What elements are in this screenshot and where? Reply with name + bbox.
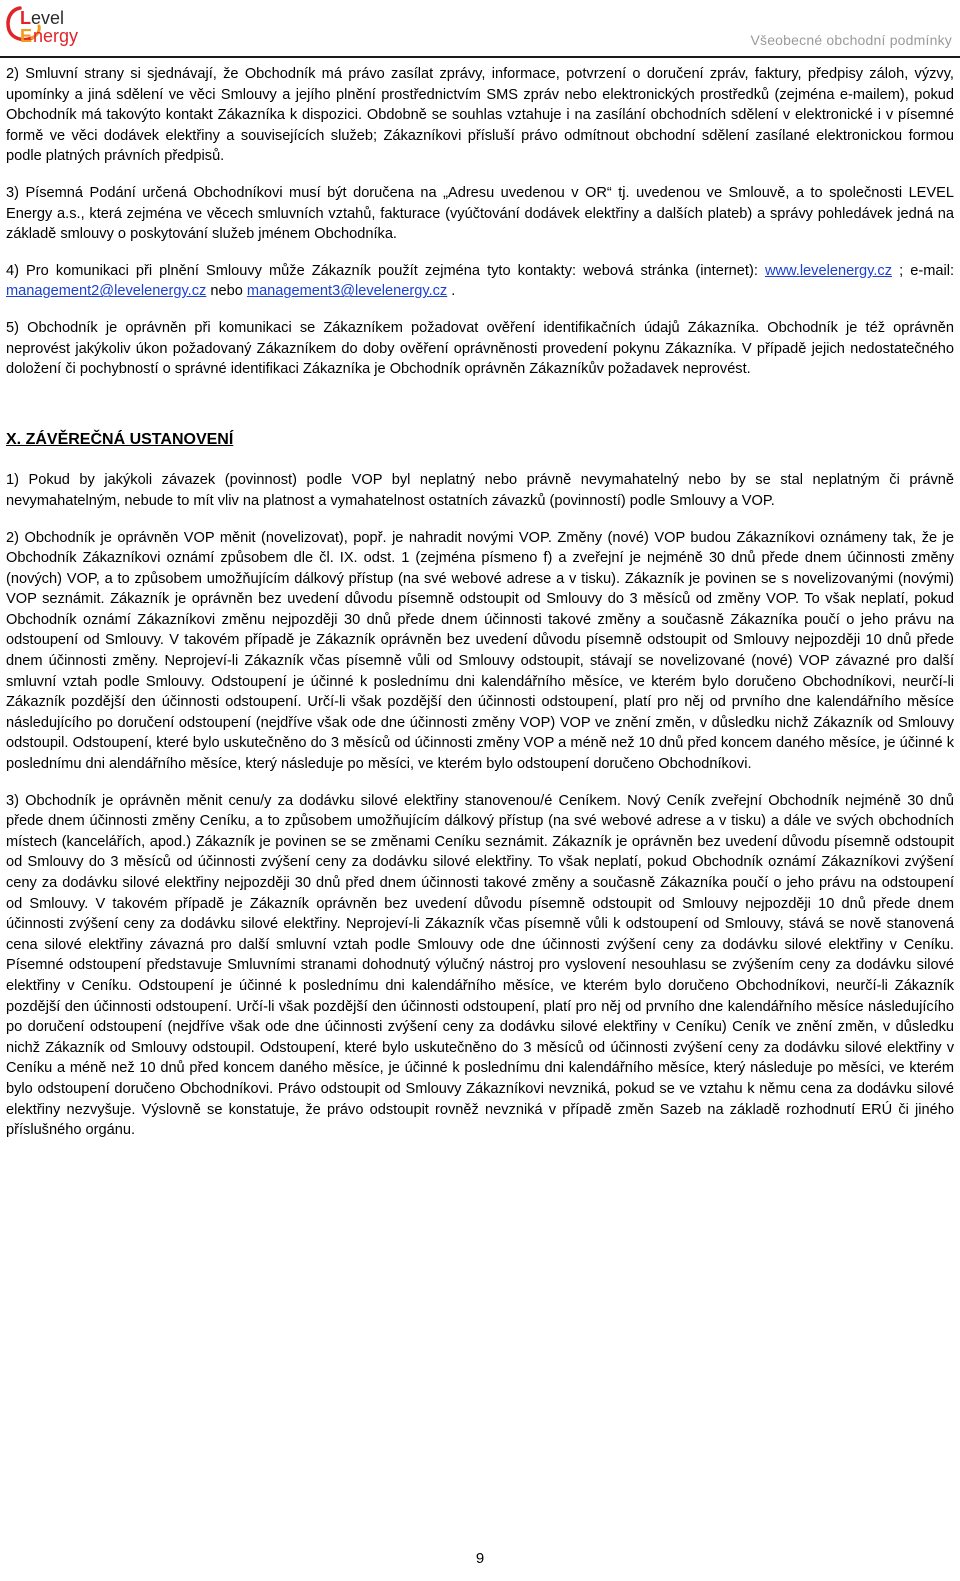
level-energy-logo [6,4,114,48]
paragraph-ix-2: 2) Smluvní strany si sjednávají, že Obchodník má právo zasílat zprávy, informace, potvrzení o doručení zpráv, faktury, předpisy záloh, výzvy, upomínky a jiná sdělení ve věci Smlouvy a jejího plnění prostřednictvím SMS zpráv nebo elektronických prostředků (zejména e-mailem), pokud Obchodník má takovýto kontakt Zákazníka k dispozici. Obdobně se souhlas vztahuje i na zasílání obchodních sdělení v elektronické i v písemné formě ve věci dodávek elektřiny a souvisejících služeb; Zákazníkovi přísluší právo odmítnout obchodní sdělení zasílané elektronickou formou podle platných právních předpisů. [6,66,954,165]
p4-prefix: 4) Pro komunikaci při plnění Smlouvy může Zákazník použít zejména tyto kontakty: webová stránka (internet): [6,262,765,279]
paragraph-ix-4 [6,261,954,302]
paragraph-x-2: 2) Obchodník je oprávněn VOP měnit (novelizovat), popř. je nahradit novými VOP. Změny (nové) VOP budou Zákazníkovi oznámeny tak, že je Obchodník Zákazníkovi oznámí způsobem dle čl. IX. odst. 1 (zejména písmeno f) a zveřejní je nejméně 30 dnů přede dnem účinnosti změny (nových) VOP, a to způsobem umožňujícím dálkový přístup (na své webové adrese a v tisku). Zákazník je povinen se s novelizovanými (novými) VOP seznámit. Zákazník je oprávněn bez uvedení důvodu písemně odstoupit od Smlouvy do 3 měsíců od změny VOP. To však neplatí, pokud Obchodník oznámí Zákazníkovi změnu nejpozději 30 dnů přede dnem účinnosti takové změny a současně Zákazníka poučí o jeho právu na odstoupení od Smlouvy. V takovém případě je Zákazník oprávněn bez uvedení důvodu písemně odstoupit od Smlouvy nejpozději 10 dnů přede dnem účinnosti změny. Neprojeví-li Zákazník včas písemně vůli od Smlouvy odstoupit, stávají se novelizované (nové) VOP závazné pro další smluvní vztah podle Smlouvy. Odstoupení je účinné k poslednímu dni kalendářního měsíce, ve kterém bylo doručeno Obchodníkovi, neurčí-li Zákazník pozdější den účinnosti odstoupení. Určí-li však pozdější den účinnosti odstoupení, platí pro něj od prvního dne kalendářního měsíce následujícího po doručení odstoupení (nejdříve však ode dne účinnosti změny VOP) VOP ve znění změn, v důsledku nichž Zákazník od Smlouvy odstoupil. Odstoupení, které bylo uskutečněno do 3 měsíců od účinnosti změny VOP a méně než 10 dnů před koncem daného měsíce, je účinné k poslednímu dni alendářního měsíce, který následuje po měsíci, ve kterém bylo odstoupení doručeno Obchodníkovi. [6,529,954,773]
p4-nebo: nebo [206,283,247,300]
paragraph-x-3: 3) Obchodník je oprávněn měnit cenu/y za dodávku silové elektřiny stanovenou/é Ceníkem. Nový Ceník zveřejní Obchodník nejméně 30 dnů přede dnem účinnosti změny Ceníku, a to způsobem umožňujícím dálkový přístup (na své webové adrese a v tisku) a dále ve svých obchodních místech (kancelářích, apod.) Zákazník je povinen se se změnami Ceníku seznámit. Zákazník je oprávněn bez uvedení důvodu písemně odstoupit od Smlouvy do 3 měsíců od účinnosti zvýšení ceny za dodávku silové elektřiny. To však neplatí, pokud Obchodník oznámí Zákazníkovi zvýšení ceny za dodávku silové elektřiny nejpozději 30 dnů před dnem účinnosti takové změny a současně Zákazníka poučí o jeho právu na odstoupení od Smlouvy. V takovém případě je Zákazník oprávněn bez uvedení důvodu písemně odstoupit od Smlouvy nejpozději 10 dnů přede dnem účinnosti zvýšení ceny za dodávku silové elektřiny. Neprojeví-li Zákazník včas písemně vůli k odstoupení od Smlouvy, stává se nově stanovená cena silové elektřiny závazná pro další smluvní vztah podle Smlouvy ode dne účinnosti zvýšení ceny za dodávku silové elektřiny v Ceníku. Písemné odstoupení představuje Smluvními stranami dohodnutý výlučný nástroj pro vyslovení nesouhlasu se zvýšením ceny za dodávku silové elektřiny v Ceníku. Odstoupení je účinné k poslednímu dni kalendářního měsíce, ve kterém bylo doručeno Obchodníkovi, neurčí-li Zákazník pozdější den účinnosti odstoupení. Určí-li však pozdější den účinnosti odstoupení, platí pro něj od prvního dne kalendářního měsíce následujícího po doručení odstoupení (nejdříve však ode dne účinnosti zvýšení ceny za dodávku silové elektřiny v Ceníku) Ceník ve znění změn, v důsledku nichž Zákazník od Smlouvy odstoupil. Odstoupení, které bylo uskutečněno do 3 měsíců od účinnosti zvýšení ceny za dodávku silové elektřiny v Ceníku a méně než 10 dnů před koncem daného měsíce, je účinné k poslednímu dni kalendářního měsíce, který následuje po měsíci, ve kterém bylo odstoupení doručeno Obchodníkovi. Právo odstoupit od Smlouvy Zákazníkovi nevzniká, pokud se ve vztahu k němu cena za dodávku silové elektřiny nezvyšuje. Výslovně se konstatuje, že právo odstoupit rovněž nevzniká v případě změn Sazeb na základě rozhodnutí ERÚ či jiného příslušného orgánu. [6,792,954,1139]
svg-text:nergy: nergy [33,26,79,46]
document-body [6,64,954,1157]
p4-mid: ; e-mail: [892,262,955,279]
section-heading-x: X. ZÁVĚREČNÁ USTANOVENÍ [6,430,234,448]
svg-text:evel: evel [31,8,65,28]
paragraph-x-1: 1) Pokud by jakýkoli závazek (povinnost) podle VOP byl neplatný nebo právně nevymahatelný nebo by se stal neplatným či právně nevymahatelným, nebude to mít vliv na platnost a vymahatelnost ostatních závazků (povinností) podle Smlouvy a VOP. [6,472,954,509]
page-number: 9 [475,1550,485,1567]
email-link-management3[interactable]: management3@levelenergy.cz [246,283,448,300]
paragraph-ix-3: 3) Písemná Podání určená Obchodníkovi musí být doručena na „Adresu uvedenou v OR“ tj. uvedenou ve Smlouvě, a to společnosti LEVEL Energy a.s., která zejména ve věcech smluvních vztahů, fakturace (vyúčtování dodávek elektřiny a dalších plateb) a správy pohledávek jedná na základě smlouvy o poskytování služeb jménem Obchodníka. [6,184,954,243]
header-divider [0,56,960,58]
header-title: Všeobecné obchodní podmínky [750,32,952,48]
paragraph-ix-5: 5) Obchodník je oprávněn při komunikaci se Zákazníkem požadovat ověření identifikačních údajů Zákazníka. Obchodník je též oprávněn neprovést jakýkoliv úkon požadovaný Zákazníkem do doby ověření oprávněnosti provedení pokynu Zákazníka. V případě jejich nedostatečného doložení či pochybností o správné identifikaci Zákazníka je Obchodník oprávněn Zákazníkův požadavek neprovést. [6,319,954,378]
svg-text:E: E [20,26,33,46]
svg-text:L: L [20,8,31,28]
email-link-management2[interactable]: management2@levelenergy.cz [6,283,207,300]
page-header [0,0,960,62]
website-link[interactable]: www.levelenergy.cz [764,262,893,279]
p4-end: . [447,283,456,300]
